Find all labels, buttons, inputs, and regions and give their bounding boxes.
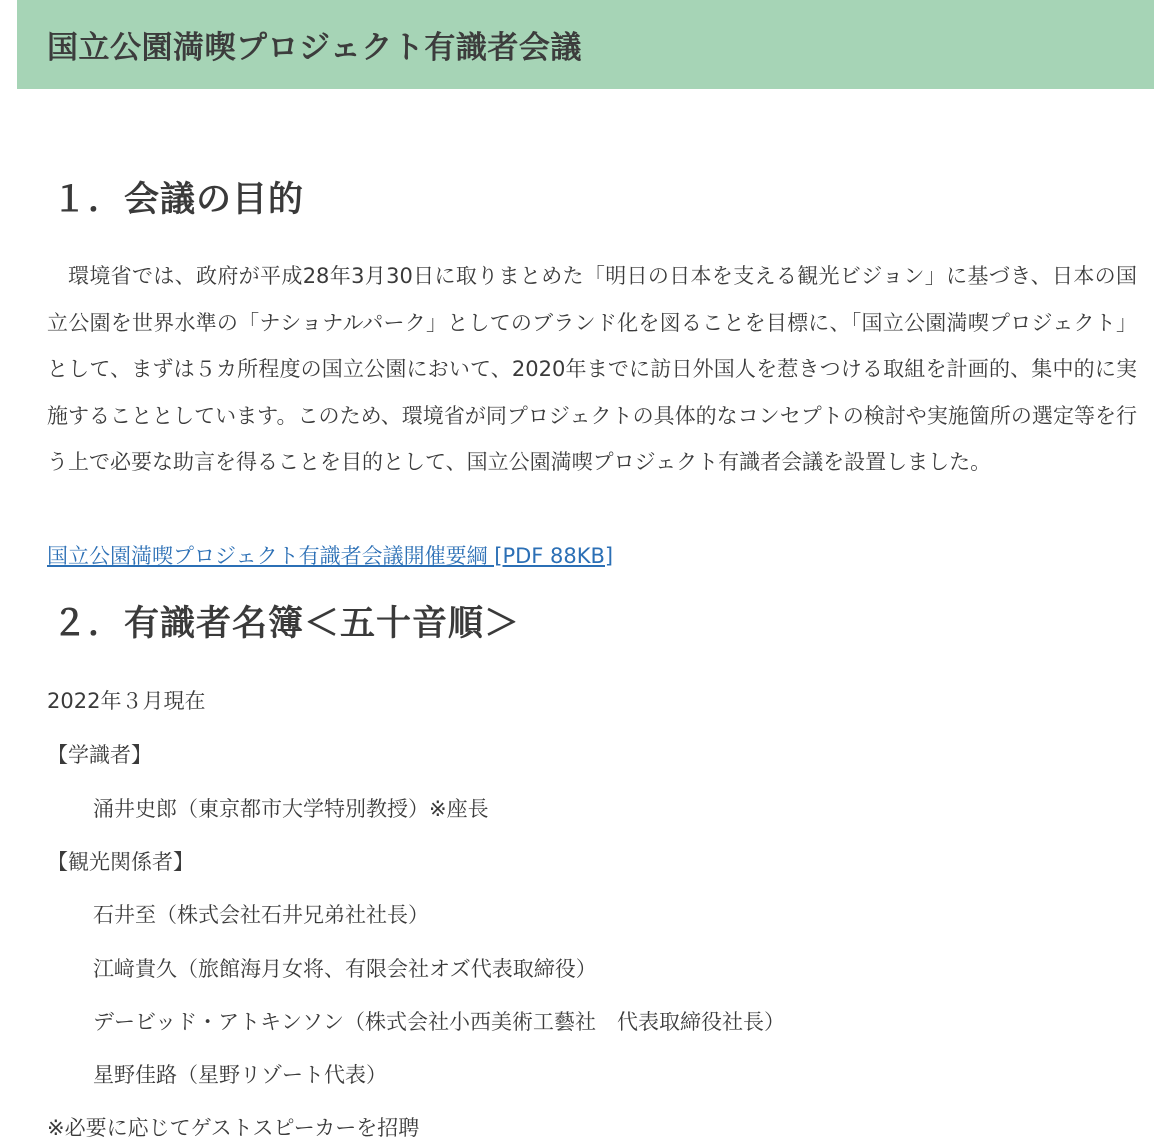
member-list-item: 星野佳路（星野リゾート代表）	[93, 1063, 387, 1087]
member-list-item: 涌井史郎（東京都市大学特別教授）※座長	[93, 797, 489, 821]
guest-speaker-note: ※必要に応じてゲストスピーカーを招聘	[47, 1116, 420, 1140]
member-list-item: 石井至（株式会社石井兄弟社社長）	[93, 903, 429, 927]
purpose-paragraph: 環境省では、政府が平成28年3月30日に取りまとめた「明日の日本を支える観光ビジョン」に基づき、日本の国立公園を世界水準の「ナショナルパーク」としてのブランド化を図ることを目標に、「国立公園満喫プロジェクト」として、まずは５カ所程度の国立公園において、2020年までに訪日外国人を惹きつける取組を計画的、集中的に実施することとしています。このため、環境省が同プロジェクトの具体的なコンセプトの検討や実施箇所の選定等を行う上で必要な助言を得ることを目的として、国立公園満喫プロジェクト有識者会議を設置しました。	[47, 264, 1137, 474]
section-heading-members: ２．有識者名簿＜五十音順＞	[52, 604, 521, 644]
as-of-date: 2022年３月現在	[47, 689, 206, 713]
page-header	[17, 0, 1154, 89]
category-tourism-label: 【観光関係者】	[47, 850, 194, 874]
category-academic-label: 【学識者】	[47, 743, 152, 767]
member-list-item: 江﨑貴久（旅館海月女将、有限会社オズ代表取締役）	[93, 957, 597, 981]
member-list-item: デービッド・アトキンソン（株式会社小西美術工藝社 代表取締役社長）	[93, 1010, 785, 1034]
section-heading-purpose: １．会議の目的	[52, 180, 305, 220]
page-title: 国立公園満喫プロジェクト有識者会議	[47, 30, 582, 66]
outline-pdf-link[interactable]: 国立公園満喫プロジェクト有識者会議開催要綱 [PDF 88KB]	[47, 544, 614, 568]
